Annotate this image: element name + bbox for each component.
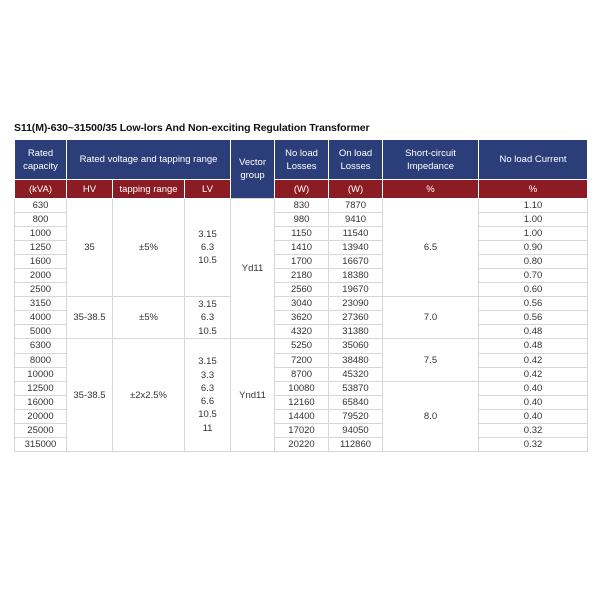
cell-on-load: 19670 — [329, 283, 383, 297]
header-no-load-current: No load Current — [479, 140, 588, 180]
cell-capacity: 315000 — [15, 437, 67, 451]
header-rated-capacity: Rated capacity — [15, 140, 67, 180]
cell-no-load: 8700 — [275, 367, 329, 381]
cell-no-load: 17020 — [275, 423, 329, 437]
unit-no-load: (W) — [275, 180, 329, 199]
cell-capacity: 5000 — [15, 325, 67, 339]
cell-no-load: 14400 — [275, 409, 329, 423]
cell-impedance: 7.5 — [383, 339, 479, 381]
cell-no-load: 1410 — [275, 241, 329, 255]
table-body — [15, 199, 588, 452]
cell-lv: 3.15 6.3 10.5 — [185, 297, 231, 339]
cell-vector-group: Ynd11 — [231, 339, 275, 451]
cell-current: 0.80 — [479, 255, 588, 269]
cell-on-load: 31380 — [329, 325, 383, 339]
cell-current: 1.10 — [479, 199, 588, 213]
cell-current: 1.00 — [479, 213, 588, 227]
cell-capacity: 20000 — [15, 409, 67, 423]
cell-no-load: 3620 — [275, 311, 329, 325]
unit-on-load: (W) — [329, 180, 383, 199]
cell-tapping: ±5% — [113, 297, 185, 339]
cell-capacity: 6300 — [15, 339, 67, 353]
cell-on-load: 35060 — [329, 339, 383, 353]
cell-on-load: 94050 — [329, 423, 383, 437]
cell-no-load: 3040 — [275, 297, 329, 311]
table-row — [15, 199, 588, 213]
cell-no-load: 2560 — [275, 283, 329, 297]
cell-current: 0.70 — [479, 269, 588, 283]
unit-lv: LV — [185, 180, 231, 199]
cell-capacity: 8000 — [15, 353, 67, 367]
cell-current: 0.90 — [479, 241, 588, 255]
cell-on-load: 9410 — [329, 213, 383, 227]
cell-no-load: 1700 — [275, 255, 329, 269]
cell-no-load: 10080 — [275, 381, 329, 395]
transformer-spec-table — [14, 140, 588, 452]
cell-current: 0.56 — [479, 297, 588, 311]
cell-current: 0.40 — [479, 395, 588, 409]
cell-capacity: 4000 — [15, 311, 67, 325]
unit-impedance: % — [383, 180, 479, 199]
cell-current: 0.48 — [479, 339, 588, 353]
cell-on-load: 27360 — [329, 311, 383, 325]
cell-tapping: ±2x2.5% — [113, 339, 185, 451]
cell-on-load: 112860 — [329, 437, 383, 451]
cell-on-load: 23090 — [329, 297, 383, 311]
cell-on-load: 11540 — [329, 227, 383, 241]
cell-no-load: 5250 — [275, 339, 329, 353]
cell-capacity: 2500 — [15, 283, 67, 297]
cell-capacity: 25000 — [15, 423, 67, 437]
cell-impedance: 7.0 — [383, 297, 479, 339]
table-row — [15, 297, 588, 311]
cell-capacity: 16000 — [15, 395, 67, 409]
header-impedance: Short-circuit Impedance — [383, 140, 479, 180]
cell-no-load: 12160 — [275, 395, 329, 409]
cell-on-load: 7870 — [329, 199, 383, 213]
unit-hv: HV — [67, 180, 113, 199]
cell-hv: 35-38.5 — [67, 339, 113, 451]
cell-current: 0.48 — [479, 325, 588, 339]
cell-no-load: 7200 — [275, 353, 329, 367]
cell-tapping: ±5% — [113, 199, 185, 297]
cell-current: 0.42 — [479, 353, 588, 367]
cell-on-load: 13940 — [329, 241, 383, 255]
unit-tapping: tapping range — [113, 180, 185, 199]
header-rated-voltage: Rated voltage and tapping range — [67, 140, 231, 180]
cell-current: 0.32 — [479, 423, 588, 437]
unit-current: % — [479, 180, 588, 199]
header-on-load-losses: On load Losses — [329, 140, 383, 180]
cell-current: 0.32 — [479, 437, 588, 451]
table-title: S11(M)-630~31500/35 Low-lors And Non-exciting Regulation Transformer — [14, 122, 370, 134]
cell-no-load: 1150 — [275, 227, 329, 241]
cell-current: 0.40 — [479, 409, 588, 423]
cell-current: 0.56 — [479, 311, 588, 325]
cell-no-load: 830 — [275, 199, 329, 213]
cell-capacity: 1250 — [15, 241, 67, 255]
cell-current: 1.00 — [479, 227, 588, 241]
cell-on-load: 53870 — [329, 381, 383, 395]
cell-capacity: 2000 — [15, 269, 67, 283]
cell-capacity: 10000 — [15, 367, 67, 381]
cell-capacity: 1000 — [15, 227, 67, 241]
cell-capacity: 1600 — [15, 255, 67, 269]
cell-capacity: 12500 — [15, 381, 67, 395]
unit-capacity: (kVA) — [15, 180, 67, 199]
cell-lv: 3.15 3.3 6.3 6.6 10.5 11 — [185, 339, 231, 451]
cell-on-load: 18380 — [329, 269, 383, 283]
cell-hv: 35-38.5 — [67, 297, 113, 339]
cell-on-load: 16670 — [329, 255, 383, 269]
cell-on-load: 79520 — [329, 409, 383, 423]
cell-current: 0.40 — [479, 381, 588, 395]
cell-on-load: 65840 — [329, 395, 383, 409]
table-row — [15, 339, 588, 353]
cell-no-load: 2180 — [275, 269, 329, 283]
cell-capacity: 800 — [15, 213, 67, 227]
cell-current: 0.60 — [479, 283, 588, 297]
cell-hv: 35 — [67, 199, 113, 297]
cell-no-load: 20220 — [275, 437, 329, 451]
cell-on-load: 45320 — [329, 367, 383, 381]
cell-lv: 3.15 6.3 10.5 — [185, 199, 231, 297]
cell-on-load: 38480 — [329, 353, 383, 367]
header-vector-group: Vector group — [231, 140, 275, 199]
header-no-load-losses: No load Losses — [275, 140, 329, 180]
cell-impedance: 6.5 — [383, 199, 479, 297]
cell-no-load: 4320 — [275, 325, 329, 339]
cell-current: 0.42 — [479, 367, 588, 381]
cell-capacity: 630 — [15, 199, 67, 213]
cell-no-load: 980 — [275, 213, 329, 227]
cell-vector-group: Yd11 — [231, 199, 275, 339]
cell-impedance: 8.0 — [383, 381, 479, 451]
cell-capacity: 3150 — [15, 297, 67, 311]
